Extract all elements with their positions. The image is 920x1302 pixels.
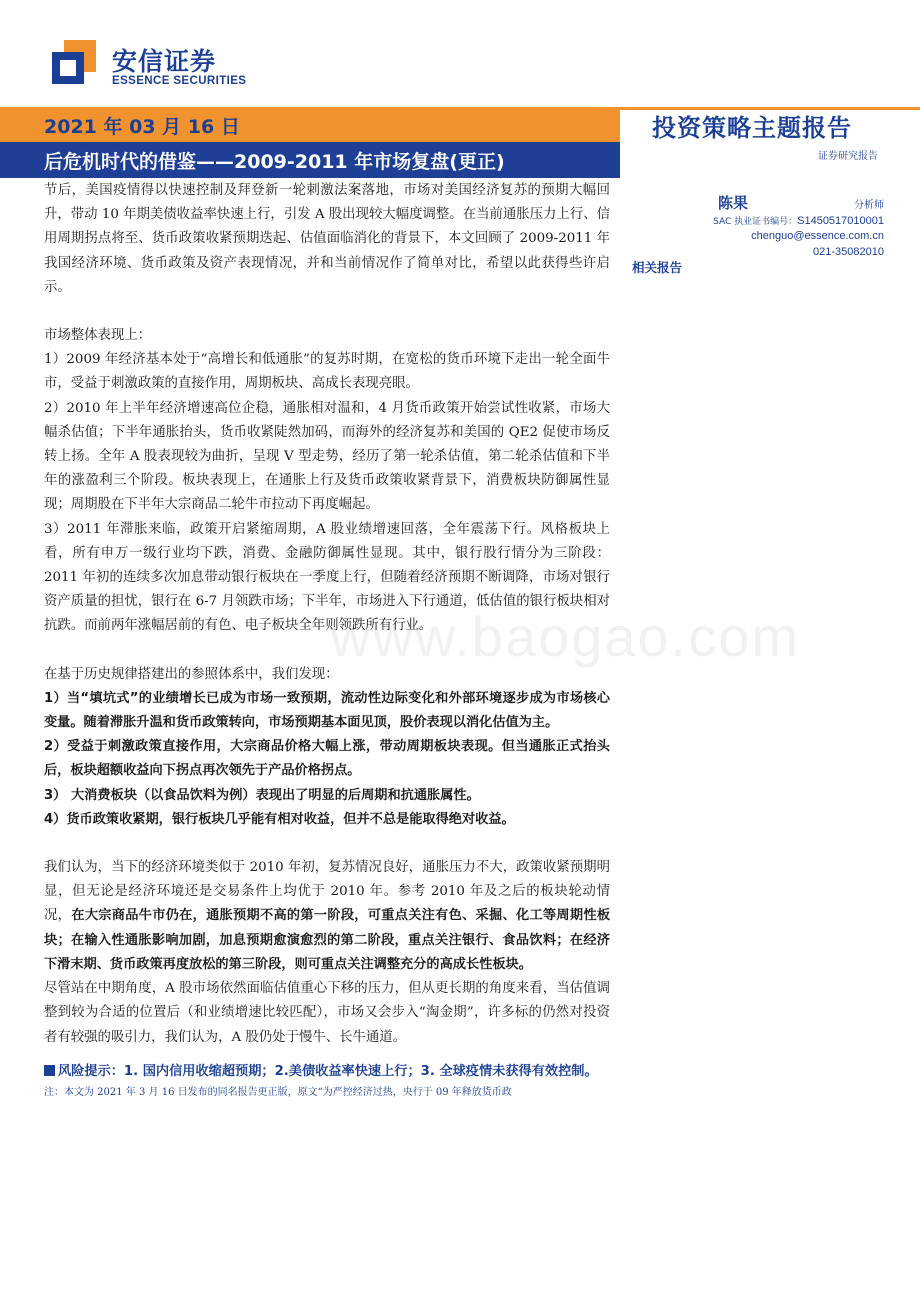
report-type: 投资策略主题报告 xyxy=(652,114,852,142)
finding-heading: 在基于历史规律搭建出的参照体系中，我们发现： xyxy=(44,666,339,682)
sac-label: SAC 执业证书编号： xyxy=(713,217,798,227)
brand-name-cn: 安信证券 xyxy=(112,47,217,76)
brand-logo xyxy=(52,40,252,92)
watermark: www.baogao.com xyxy=(330,605,801,668)
analyst-phone: 021-35082010 xyxy=(813,246,884,258)
view-text: 我们认为，当下的经济环境类似于 2010 年初，复苏情况良好，通胀压力不大，政策收紧预期明显，但无论是经济环境还是交易条件上均优于 2010 年。参考 2010 年及之后的板块轮动情况， xyxy=(44,860,610,924)
market-heading: 市场整体表现上： xyxy=(44,328,152,344)
intro-paragraph: 节后，美国疫情得以快速控制及拜登新一轮刺激法案落地，市场对美国经济复苏的预期大幅回升，带动 10 年期美债收益率快速上行，引发 A 股出现较大幅度调整。在当前通胀压力上行、信用周期拐点将至、货币政策收紧预期迭起、估值面临消化的背景下，本文回顾了 2009-2011 年我国经济环境、货币政策及资产表现情况，并和当前情况作了简单对比，希望以此获得些许启示。 xyxy=(44,183,610,295)
risk-warning xyxy=(44,1060,610,1084)
report-body xyxy=(44,179,610,1102)
analyst-email[interactable]: chenguo@essence.com.cn xyxy=(751,230,884,242)
square-bullet-icon xyxy=(44,1065,55,1076)
report-subtype: 证券研究报告 xyxy=(818,151,878,162)
related-reports-heading: 相关报告 xyxy=(632,260,683,275)
finding-point-1: 1）当“填坑式”的业绩增长已成为市场一致预期，流动性边际变化和外部环境逐步成为市场核心变量。随着滞胀升温和货币政策转向，市场预期基本面见顶，股价表现以消化估值为主。 xyxy=(44,690,610,731)
report-date: 2021 年 03 月 16 日 xyxy=(44,116,240,138)
view-emphasis: 在大宗商品牛市仍在，通胀预期不高的第一阶段，可重点关注有色、采掘、化工等周期性板块；在输入性通胀影响加剧，加息预期愈演愈烈的第二阶段，重点关注银行、食品饮料；在经济下滑末期、货币政策再度放松的第三阶段，则可重点关注调整充分的高成长性板块。 xyxy=(44,908,611,972)
report-title: 后危机时代的借鉴——2009-2011 年市场复盘(更正) xyxy=(44,151,505,173)
sac-number: S1450517010001 xyxy=(797,215,884,227)
finding-point-4: 4）货币政策收紧期，银行板块几乎能有相对收益，但并不总是能取得绝对收益。 xyxy=(44,811,515,827)
finding-point-3: 3） 大消费板块（以食品饮料为例）表现出了明显的后周期和抗通胀属性。 xyxy=(44,787,480,803)
analyst-name: 陈果 xyxy=(718,194,749,212)
analyst-role: 分析师 xyxy=(854,200,884,211)
view-paragraph xyxy=(44,856,610,977)
outlook-paragraph: 尽管站在中期角度，A 股市场依然面临估值重心下移的压力，但从更长期的角度来看，当估值调整到较为合适的位置后（和业绩增速比较匹配），市场又会步入“淘金期”，许多标的仍然对投资者有较强的吸引力，我们认为，A 股仍处于慢牛、长牛通道。 xyxy=(44,981,610,1045)
market-point-1: 1）2009 年经济基本处于“高增长和低通胀”的复苏时期，在宽松的货币环境下走出一轮全面牛市，受益于刺激政策的直接作用，周期板块、高成长表现亮眼。 xyxy=(44,352,610,392)
brand-name-en: ESSENCE SECURITIES xyxy=(112,75,247,87)
risk-text: 风险提示：1. 国内信用收缩超预期；2.美债收益率快速上行；3. 全球疫情未获得有效控制。 xyxy=(58,1063,598,1079)
footnote: 注：本文为 2021 年 3 月 16 日发布的同名报告更正版，原文“为严控经济过热，央行于 09 年释放货币政 xyxy=(44,1086,512,1098)
essence-logo-icon xyxy=(52,40,96,84)
market-point-3: 3）2011 年滞胀来临，政策开启紧缩周期，A 股业绩增速回落，全年震荡下行。风格板块上看，所有申万一级行业均下跌，消费、金融防御属性显现。其中，银行股行情分为三阶段：2011 年初的连续多次加息带动银行板块在一季度上行，但随着经济预期不断调降，市场对银行资产质量的担忧，银行在 6-7 月领跌市场；下半年，市场进入下行通道，低估值的银行板块相对抗跌。而前两年涨幅居前的有色、电子板块全年则领跌所有行业。 xyxy=(44,521,610,634)
finding-point-2: 2）受益于刺激政策直接作用，大宗商品价格大幅上涨，带动周期板块表现。但当通胀正式抬头后，板块超额收益向下拐点再次领先于产品价格拐点。 xyxy=(44,739,610,779)
market-point-2: 2）2010 年上半年经济增速高位企稳，通胀相对温和，4 月货币政策开始尝试性收紧，市场大幅杀估值；下半年通胀抬头，货币收紧陡然加码，而海外的经济复苏和美国的 QE2 促使市场反转上扬。全年 A 股表现较为曲折，呈现 V 型走势，经历了第一轮杀估值，第二轮杀估值和下半年的涨盈利三个阶段。板块表现上，在通胀上行及货币政策收紧背景下，消费板块防御属性显现；周期股在下半年大宗商品二轮牛市拉动下再度崛起。 xyxy=(44,400,610,513)
analyst-sac xyxy=(713,214,884,227)
